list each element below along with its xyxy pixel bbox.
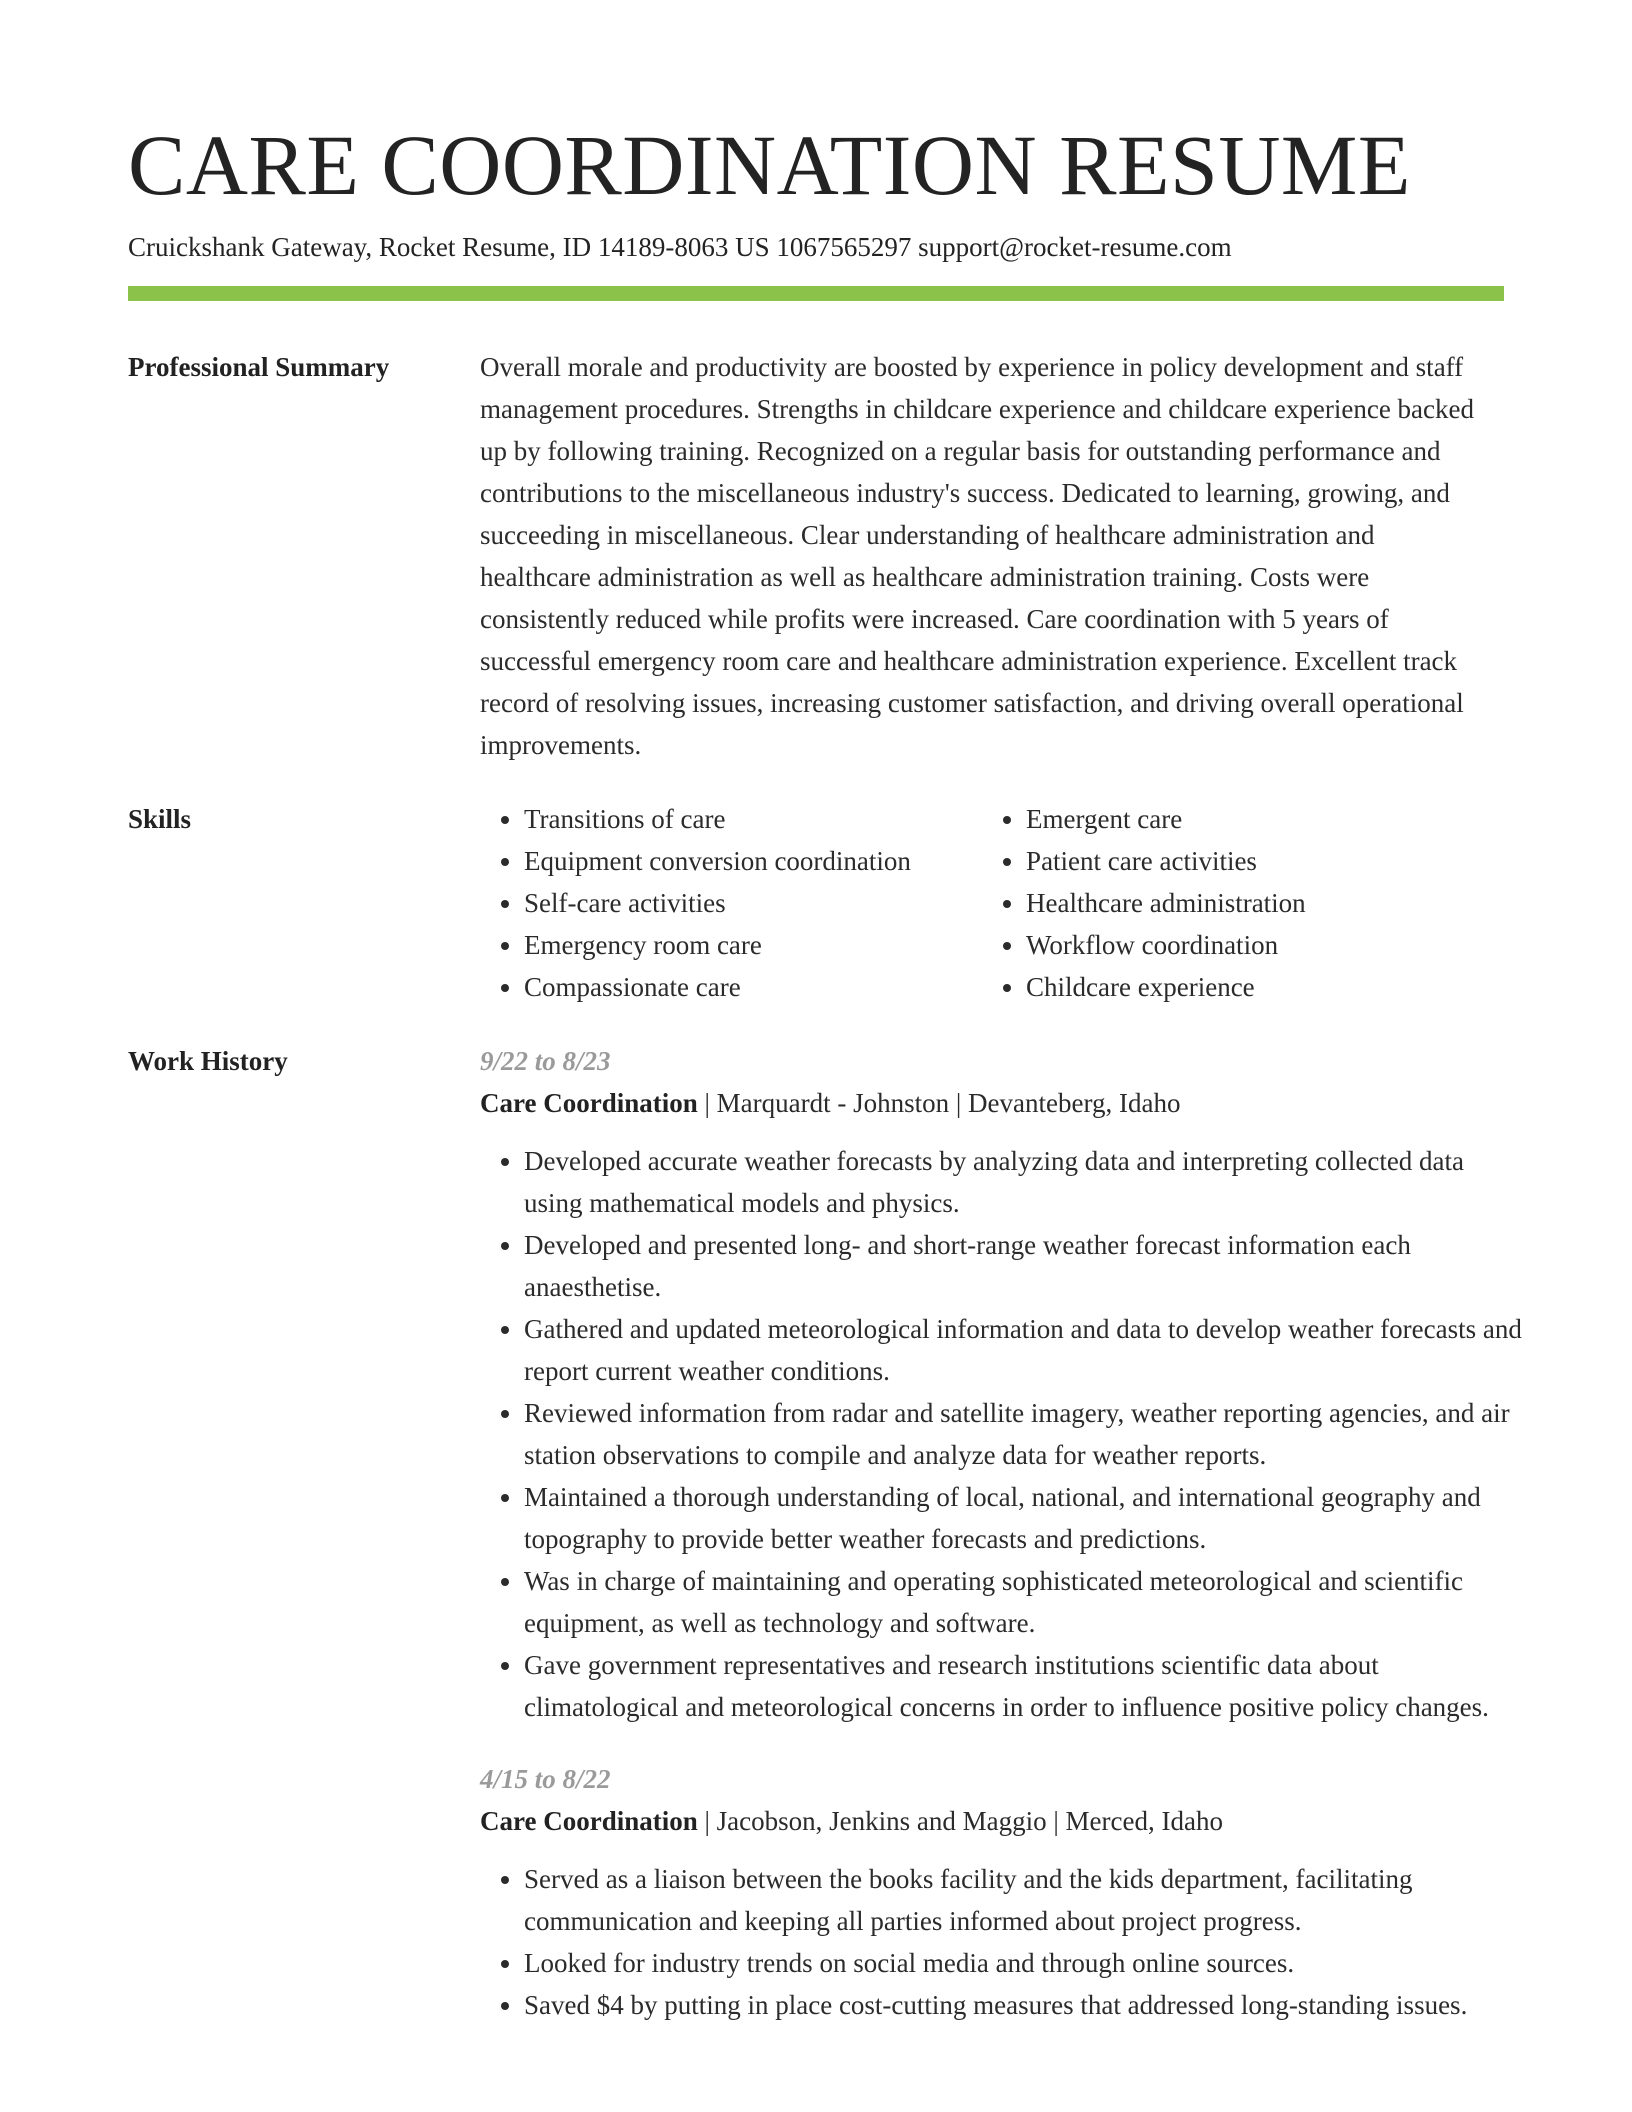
job-dates: 9/22 to 8/23 <box>480 1046 611 1076</box>
contact-line: Cruickshank Gateway, Rocket Resume, ID 14189-8063 US 1067565297 support@rocket-resume.com <box>128 232 1232 262</box>
job-bullet: • Gathered and updated meteorological information and data to develop weather forecasts and report current weather conditions. <box>524 1308 1524 1392</box>
skill-item: • Patient care activities <box>1026 840 1504 882</box>
skills-list-right <box>982 798 1504 1008</box>
skill-item: • Emergent care <box>1026 798 1504 840</box>
job-entry <box>480 1040 1522 1728</box>
skills-heading: Skills <box>128 804 192 834</box>
job-employer-location: | Marquardt - Johnston | Devanteberg, Idaho <box>697 1088 1181 1118</box>
job-bullets <box>480 1140 1524 1728</box>
job-bullet: • Reviewed information from radar and satellite imagery, weather reporting agencies, and air station observations to compile and analyze data for weather reports. <box>524 1392 1524 1476</box>
skill-item: • Self-care activities <box>524 882 982 924</box>
job-bullet: • Was in charge of maintaining and operating sophisticated meteorological and scientific equipment, as well as technology and software. <box>524 1560 1524 1644</box>
job-bullets <box>480 1858 1524 2026</box>
job-bullet: • Gave government representatives and research institutions scientific data about climatological and meteorological concerns in order to influence positive policy changes. <box>524 1644 1524 1728</box>
skill-item: • Transitions of care <box>524 798 982 840</box>
summary-heading: Professional Summary <box>128 352 390 382</box>
job-title: Care Coordination <box>480 1806 698 1836</box>
job-employer-location: | Jacobson, Jenkins and Maggio | Merced, Idaho <box>697 1806 1223 1836</box>
job-bullet: • Maintained a thorough understanding of local, national, and international geography and topography to provide better weather forecasts and predictions. <box>524 1476 1524 1560</box>
job-bullet: • Looked for industry trends on social media and through online sources. <box>524 1942 1524 1984</box>
job-bullet: • Developed and presented long- and short-range weather forecast information each anaesthetise. <box>524 1224 1524 1308</box>
job-entry <box>480 1758 1504 2026</box>
resume-title: CARE COORDINATION RESUME <box>128 117 1411 213</box>
job-title: Care Coordination <box>480 1088 698 1118</box>
job-dates: 4/15 to 8/22 <box>480 1764 611 1794</box>
summary-text: Overall morale and productivity are boosted by experience in policy development and staff management procedures. Strengths in childcare experience and childcare experience backed up by following training. Recognized on a regular basis for outstanding performance and contributions to the miscellaneous industry's success. Dedicated to learning, growing, and succeeding in miscellaneous. Clear understanding of healthcare administration and healthcare administration as well as healthcare administration training. Costs were consistently reduced while profits were increased. Care coordination with 5 years of successful emergency room care and healthcare administration experience. Excellent track record of resolving issues, increasing customer satisfaction, and driving overall operational improvements. <box>480 352 1475 760</box>
job-bullet: • Served as a liaison between the books facility and the kids department, facilitating communication and keeping all parties informed about project progress. <box>524 1858 1524 1942</box>
job-bullet: • Developed accurate weather forecasts by analyzing data and interpreting collected data using mathematical models and physics. <box>524 1140 1524 1224</box>
skill-item: • Healthcare administration <box>1026 882 1504 924</box>
skills-list-left <box>480 798 982 1008</box>
work-history-heading: Work History <box>128 1046 288 1076</box>
accent-divider <box>128 286 1504 301</box>
skill-item: • Childcare experience <box>1026 966 1504 1008</box>
job-title-line <box>480 1082 1504 1124</box>
job-bullet: • Saved $4 by putting in place cost-cutting measures that addressed long-standing issues. <box>524 1984 1524 2026</box>
skill-item: • Equipment conversion coordination <box>524 840 982 882</box>
job-title-line <box>480 1800 1504 1842</box>
skill-item: • Workflow coordination <box>1026 924 1504 966</box>
skill-item: • Compassionate care <box>524 966 982 1008</box>
skills-columns <box>480 798 1504 1008</box>
skill-item: • Emergency room care <box>524 924 982 966</box>
